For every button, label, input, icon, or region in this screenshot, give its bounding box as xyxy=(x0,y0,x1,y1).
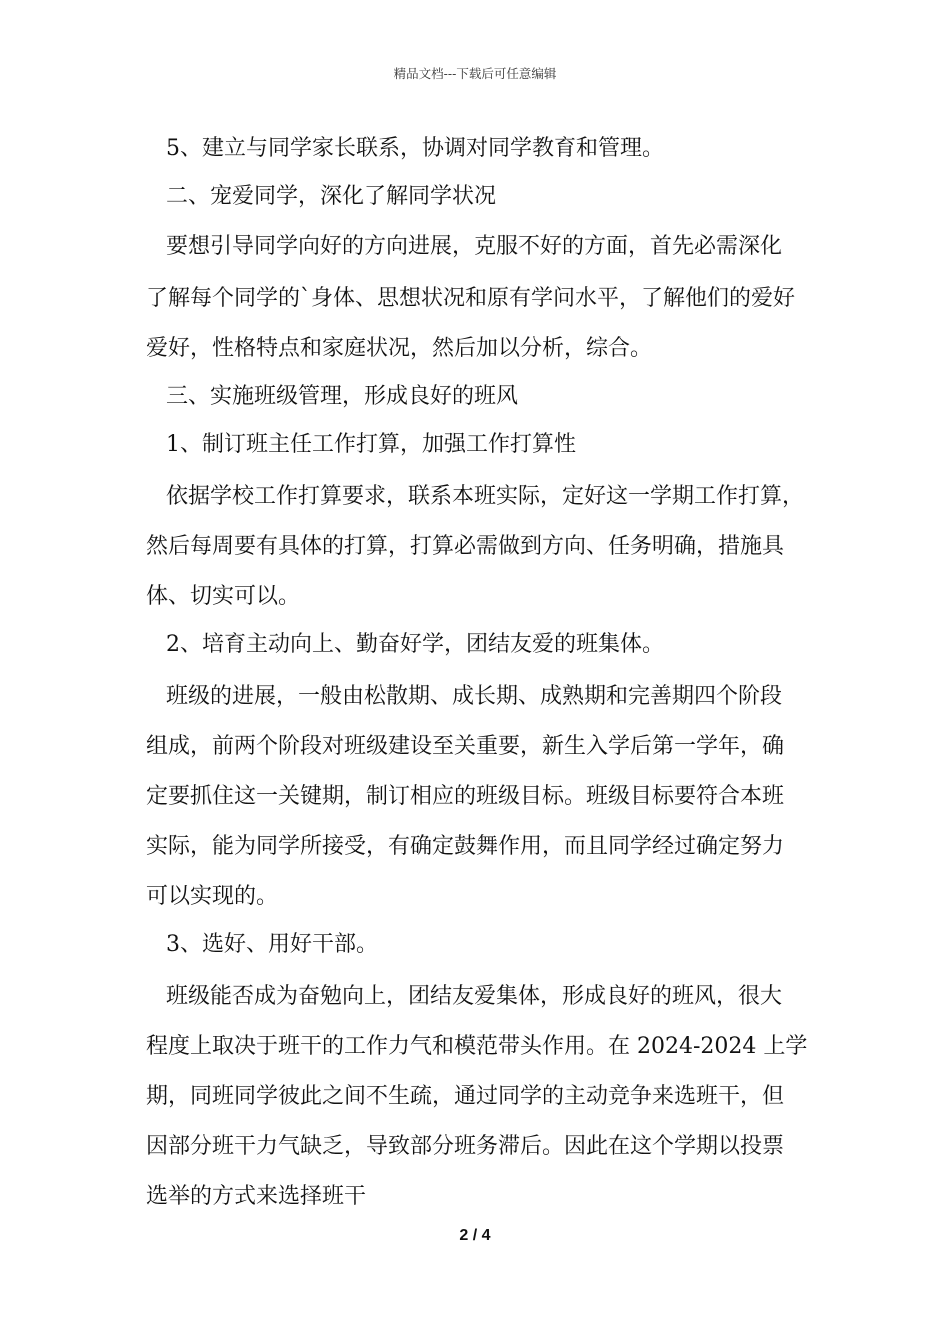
subsection-heading: 2、培育主动向上、勤奋好学，团结友爱的班集体。 xyxy=(166,632,664,657)
text-line: 定要抓住这一关键期，制订相应的班级目标。班级目标要符合本班 xyxy=(146,784,785,809)
text-line: 要想引导同学向好的方向进展，克服不好的方面，首先必需深化 xyxy=(166,234,783,259)
subsection-heading: 1、制订班主任工作打算，加强工作打算性 xyxy=(166,432,576,457)
text-line: 爱好，性格特点和家庭状况，然后加以分析，综合。 xyxy=(146,336,653,361)
text-line: 然后每周要有具体的打算，打算必需做到方向、任务明确，措施具 xyxy=(146,534,785,559)
text-line: 了解每个同学的`身体、思想状况和原有学问水平，了解他们的爱好 xyxy=(146,286,796,311)
text-line: 班级能否成为奋勉向上，团结友爱集体，形成良好的班风，很大 xyxy=(166,984,783,1009)
text-line: 组成，前两个阶段对班级建设至关重要，新生入学后第一学年，确 xyxy=(146,734,785,759)
text-line: 实际，能为同学所接受，有确定鼓舞作用，而且同学经过确定努力 xyxy=(146,834,785,859)
subsection-heading: 3、选好、用好干部。 xyxy=(166,932,378,957)
text-line: 可以实现的。 xyxy=(146,884,279,909)
text-line: 5、建立与同学家长联系，协调对同学教育和管理。 xyxy=(166,136,664,161)
section-heading: 二、宠爱同学，深化了解同学状况 xyxy=(166,184,497,209)
page-header: 精品文档---下载后可任意编辑 xyxy=(393,66,557,81)
section-heading: 三、实施班级管理，形成良好的班风 xyxy=(166,384,519,409)
text-line: 依据学校工作打算要求，联系本班实际，定好这一学期工作打算， xyxy=(166,484,805,509)
text-line: 程度上取决于班干的工作力气和模范带头作用。在 2024-2024 上学 xyxy=(146,1034,808,1059)
text-line: 选举的方式来选择班干 xyxy=(146,1184,367,1209)
text-line: 体、切实可以。 xyxy=(146,584,301,609)
page-number: 2 / 4 xyxy=(459,1227,491,1244)
text-line: 班级的进展，一般由松散期、成长期、成熟期和完善期四个阶段 xyxy=(166,684,783,709)
text-line: 期，同班同学彼此之间不生疏，通过同学的主动竞争来选班干，但 xyxy=(146,1084,785,1109)
text-line: 因部分班干力气缺乏，导致部分班务滞后。因此在这个学期以投票 xyxy=(146,1134,785,1159)
